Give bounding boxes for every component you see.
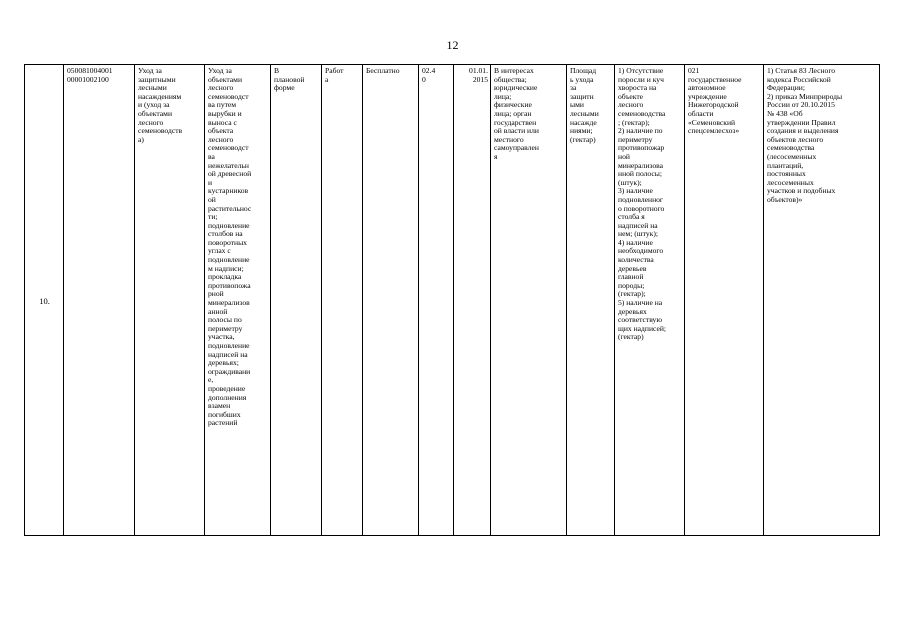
cell-legal-basis <box>764 65 880 536</box>
page-number: 12 <box>446 38 459 52</box>
cell-payment <box>363 65 419 536</box>
institution-text: 021 государственное автономное учреждение Нижегородской области «Семеновский спецсемлесхоз» <box>688 66 742 136</box>
date-text: 01.01. 2015 <box>469 66 488 84</box>
table-row <box>25 65 880 536</box>
volume-text: Площад ь ухода за защитн ыми лесными насажде ниями; (гектар) <box>570 66 599 144</box>
cell-registry-code <box>64 65 135 536</box>
cell-date <box>454 65 491 536</box>
quality-text: 1) Отсутствие поросли и куч хвороста на объекте лесного семеноводства ; (гектар); 2) наличие по периметру противопожар ной минерализова нной полосы; (штук); 3) наличие подновленног о поворотного столба я надписей на нем; (штук); 4) наличие необходимого количества деревьев главной породы; (гектар); 5) наличие на деревьях соответствую щих надписей; (гектар) <box>618 66 667 342</box>
cell-work-content <box>205 65 271 536</box>
work-content-text: Уход за объектами лесного семеноводст ва путем вырубки и выноса с объекта лесного семеноводст ва нежелательн ой древесной и кустарников ой растительнос ти; подновление столбов на поворотных углах с подновление м надписи; прокладка противопожа рной минерализов анной полосы по периметру участка, подновление надписей на деревьях; ограждивани е, проведение дополнения взамен погибших растений <box>208 66 252 428</box>
cell-form <box>271 65 322 536</box>
legal-basis-text: 1) Статья 83 Лесного кодекса Российской Федерации; 2) приказ Минприроды России от 20.10.2015 № 438 «Об утверждении Правил создания и выделения объектов лесного семеноводства (лесосеменных плантаций, постоянных лесосеменных участков и подобных объектов)» <box>767 66 843 204</box>
cell-row-number <box>25 65 64 536</box>
okved-text: 02.4 0 <box>422 66 436 84</box>
cell-quality <box>615 65 685 536</box>
cell-institution <box>685 65 764 536</box>
cell-volume <box>567 65 615 536</box>
cell-okved <box>419 65 454 536</box>
payment-text: Бесплатно <box>366 66 400 75</box>
form-text: В плановой форме <box>274 66 305 93</box>
registry-code-text: 050081004001 00001002100 <box>67 66 113 84</box>
cell-type <box>322 65 363 536</box>
row-number-text: 10. <box>39 295 50 306</box>
cell-work-name <box>135 65 205 536</box>
services-table <box>24 64 880 536</box>
cell-consumers <box>491 65 567 536</box>
work-name-text: Уход за защитными лесными насаждениям и (уход за объектами лесного семеноводств а) <box>138 66 183 144</box>
type-text: Работ а <box>325 66 344 84</box>
consumers-text: В интересах общества; юридические лица; физические лица; орган государствен ой власти или местного самоуправлен я <box>494 66 539 161</box>
